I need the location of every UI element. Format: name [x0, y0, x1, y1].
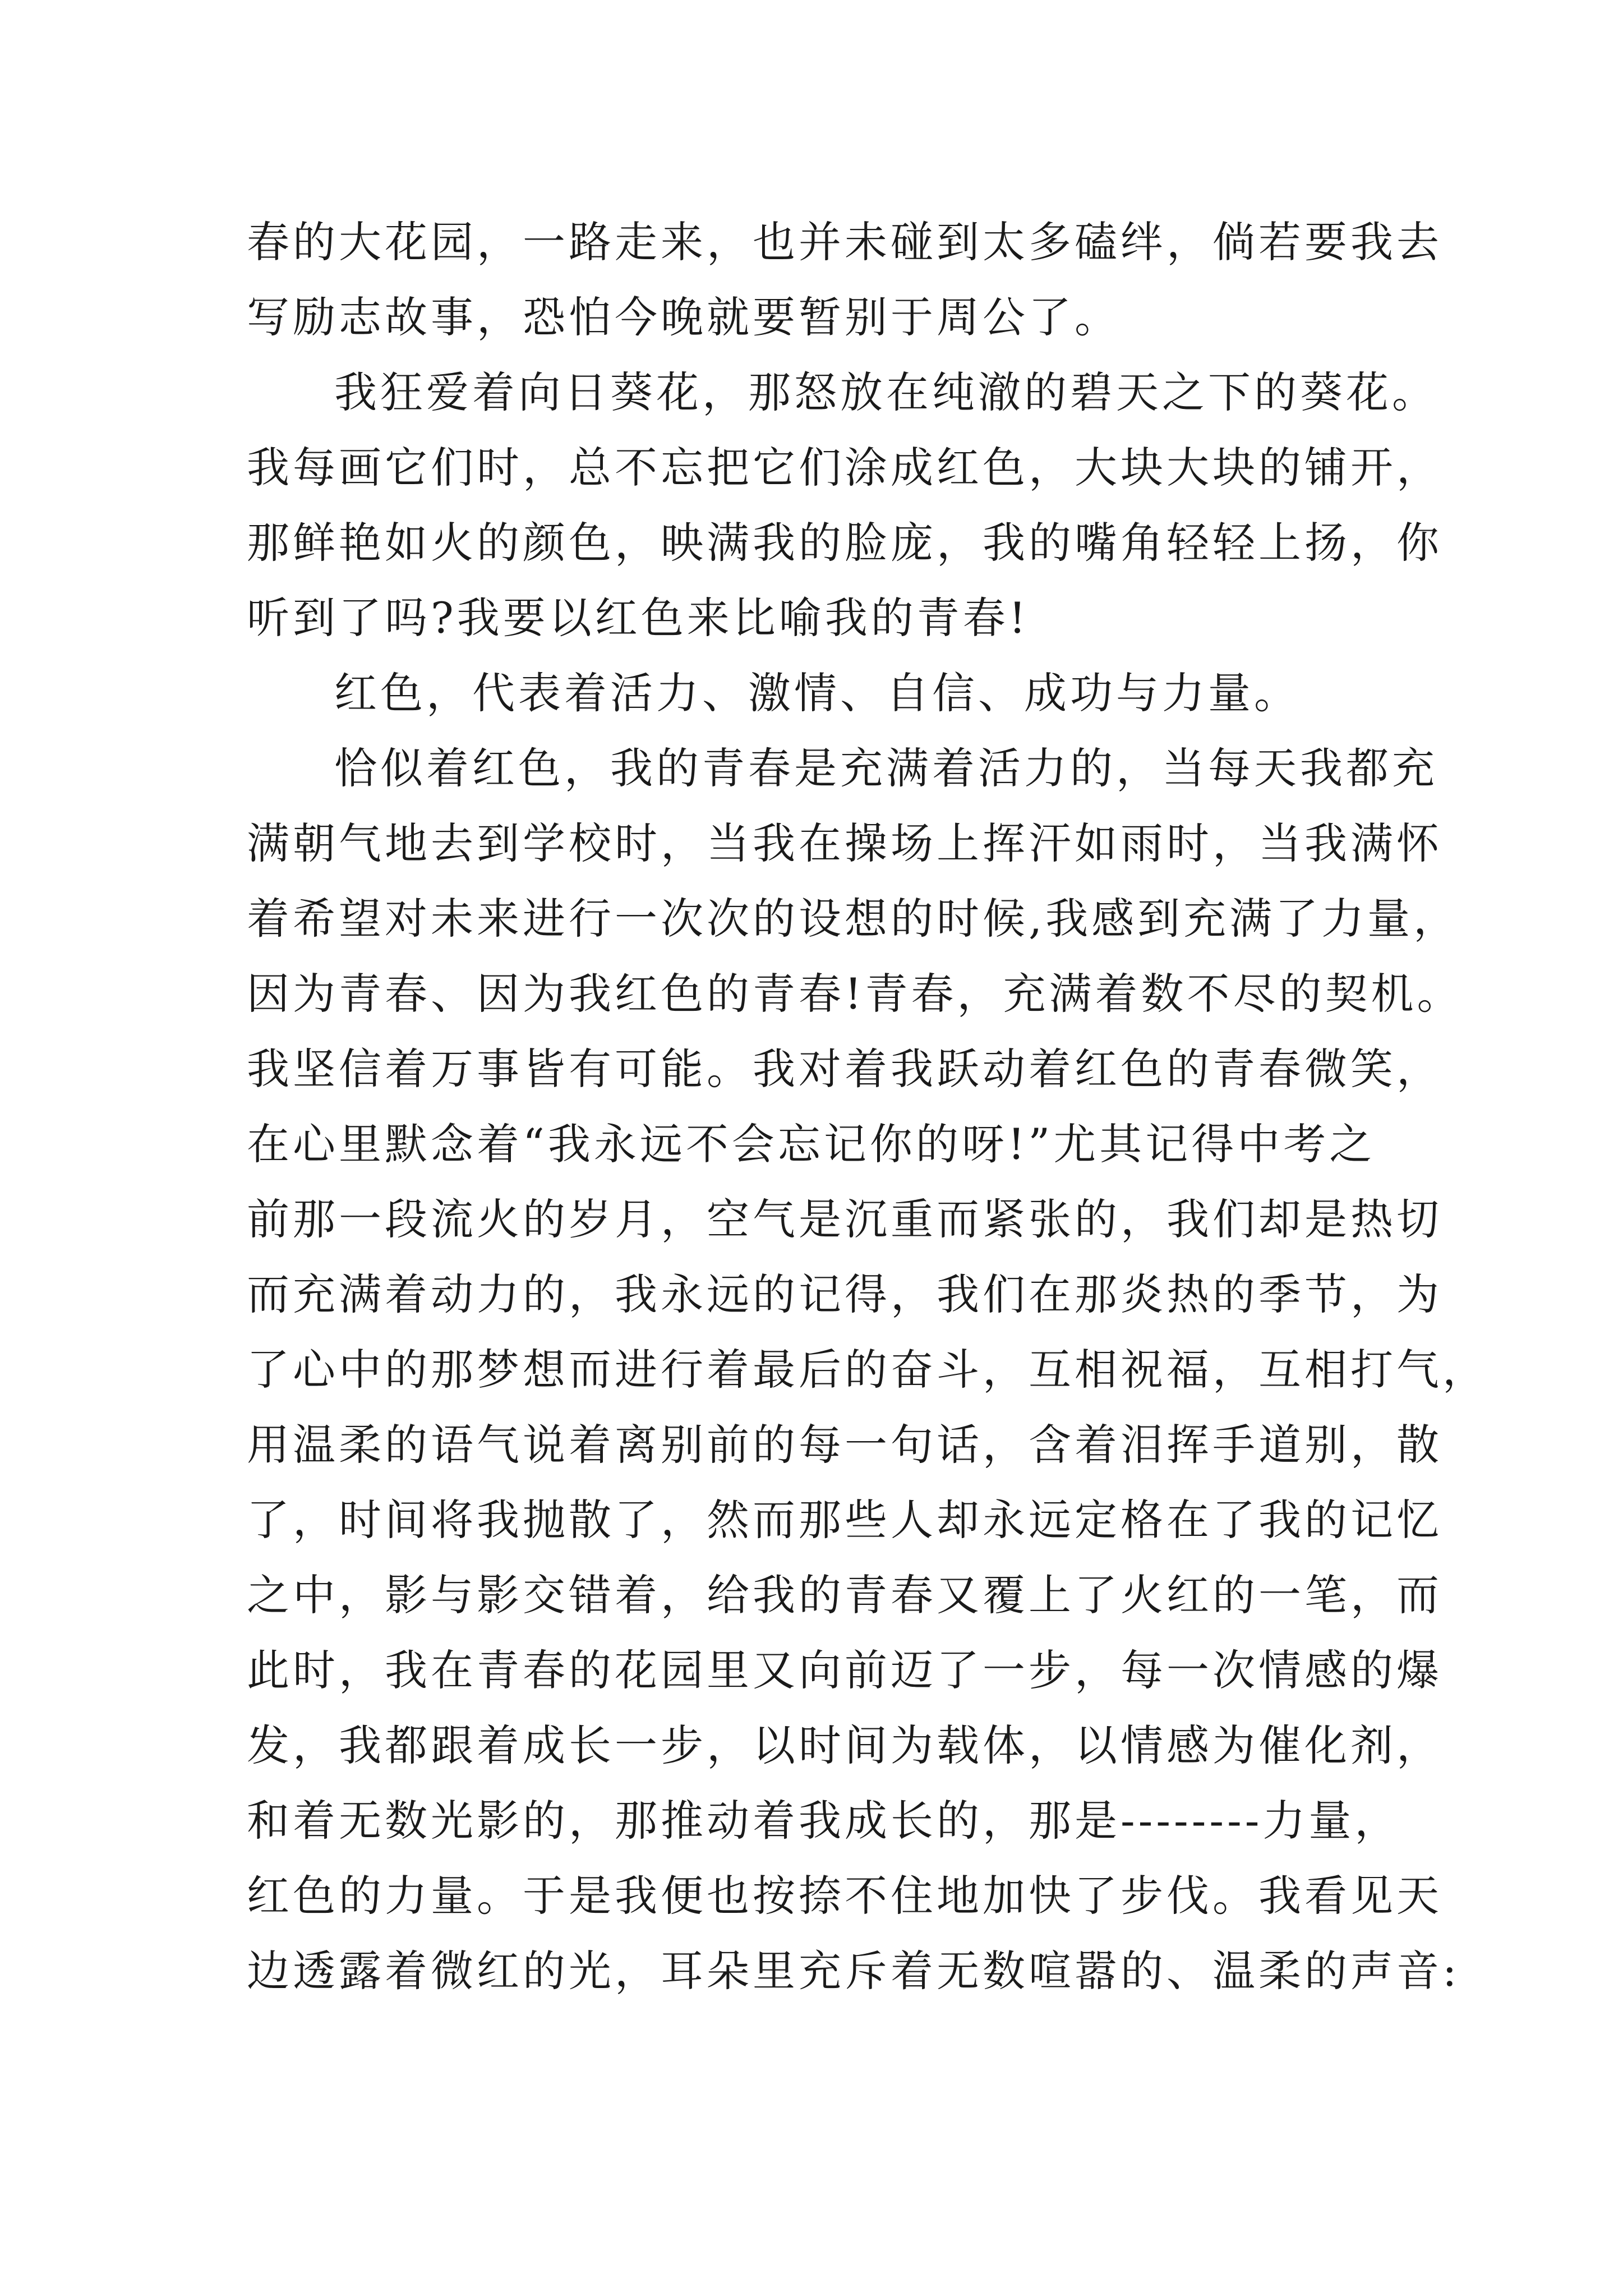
- body-text: [247, 205, 1488, 2009]
- text-line: 我坚信着万事皆有可能。我对着我跃动着红色的青春微笑，: [247, 1044, 1442, 1094]
- text-line: 着希望对未来进行一次次的设想的时候,我感到充满了力量，: [247, 894, 1460, 944]
- text-line: 春的大花园，一路走来，也并未碰到太多磕绊，倘若要我去: [247, 217, 1442, 267]
- text-line: 之中，影与影交错着，给我的青春又覆上了火红的一笔，而: [247, 1570, 1442, 1620]
- text-line: 在心里默念着“我永远不会忘记你的呀!”尤其记得中考之: [247, 1119, 1376, 1169]
- text-line: 发，我都跟着成长一步，以时间为载体，以情感为催化剂，: [247, 1720, 1442, 1770]
- text-line: 了心中的那梦想而进行着最后的奋斗，互相祝福，互相打气，: [247, 1345, 1488, 1395]
- text-line: 和着无数光影的，那推动着我成长的，那是--------力量，: [247, 1796, 1401, 1846]
- text-line: 而充满着动力的，我永远的记得，我们在那炎热的季节，为: [247, 1269, 1442, 1319]
- paragraph-start-line: 我狂爱着向日葵花，那怒放在纯澈的碧天之下的葵花。: [334, 367, 1438, 417]
- paragraph-start-line: 红色，代表着活力、激情、自信、成功与力量。: [334, 668, 1300, 718]
- text-line: 我每画它们时，总不忘把它们涂成红色，大块大块的铺开，: [247, 443, 1442, 493]
- text-line: 边透露着微红的光，耳朵里充斥着无数喧嚣的、温柔的声音:: [247, 1946, 1460, 1996]
- paragraph-start-line: 恰似着红色，我的青春是充满着活力的，当每天我都充: [334, 743, 1438, 793]
- text-line: 因为青春、因为我红色的青春!青春，充满着数不尽的契机。: [247, 969, 1463, 1019]
- text-line: 满朝气地去到学校时，当我在操场上挥汗如雨时，当我满怀: [247, 818, 1442, 868]
- text-line: 写励志故事，恐怕今晚就要暂别于周公了。: [247, 292, 1121, 342]
- text-line: 此时，我在青春的花园里又向前迈了一步，每一次情感的爆: [247, 1645, 1442, 1695]
- text-line: 听到了吗?我要以红色来比喻我的青春!: [247, 593, 1030, 643]
- text-line: 用温柔的语气说着离别前的每一句话，含着泪挥手道别，散: [247, 1420, 1442, 1470]
- text-line: 了，时间将我抛散了，然而那些人却永远定格在了我的记忆: [247, 1495, 1442, 1545]
- text-line: 前那一段流火的岁月，空气是沉重而紧张的，我们却是热切: [247, 1194, 1442, 1244]
- text-line: 那鲜艳如火的颜色，映满我的脸庞，我的嘴角轻轻上扬，你: [247, 518, 1442, 568]
- text-line: 红色的力量。于是我便也按捺不住地加快了步伐。我看见天: [247, 1871, 1442, 1921]
